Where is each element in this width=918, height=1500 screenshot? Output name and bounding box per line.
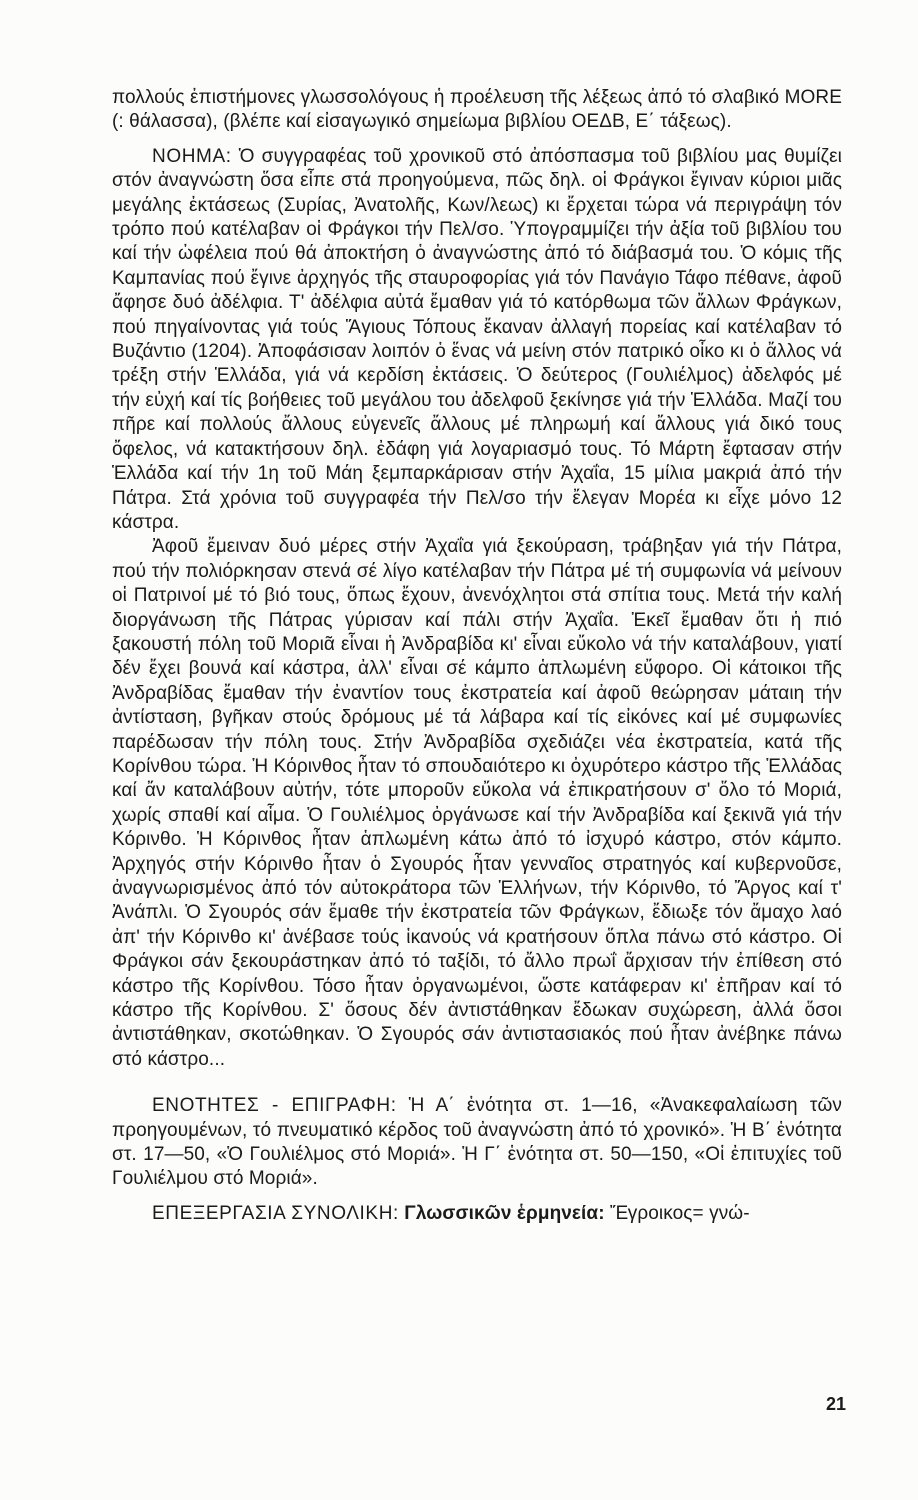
epexergasia-label: ΕΠΕΞΕΡΓΑΣΙΑ ΣΥΝΟΛΙΚΗ: bbox=[152, 1202, 399, 1224]
epexergasia-text: Ἔγροικος= γνώ- bbox=[604, 1202, 750, 1224]
enotites-paragraph bbox=[112, 1094, 842, 1192]
page-number: 21 bbox=[825, 1394, 846, 1414]
spacer bbox=[112, 1072, 842, 1094]
epexergasia-paragraph bbox=[112, 1202, 842, 1226]
noima-text: Ὁ συγγραφέας τοῦ χρονικοῦ στό ἀπόσπασμα τοῦ βιβλίου μας θυμίζει στόν ἀναγνώστη ὅσα εἶπε στά προηγούμενα, πῶς δηλ. οἱ Φράγκοι ἔγιναν κύριοι μιᾶς μεγάλης ἐκτάσεως (Συρίας, Ἀνατολῆς, Κων/λεως) κι ἔρχεται τώρα νά περιγράψη τόν τρόπο πού κατέλαβαν οἱ Φράγκοι τήν Πελ/σο. Ὑπογραμμίζει τήν ἀξία τοῦ βιβλίου του καί τήν ὠφέλεια πού θά ἀποκτήση ὁ ἀναγνώστης ἀπό τό διάβασμά του. Ὁ κόμις τῆς Καμπανίας πού ἔγινε ἀρχηγός τῆς σταυροφορίας γιά τόν Πανάγιο Τάφο πέθανε, ἀφοῦ ἄφησε δυό ἀδέλφια. Τ' ἀδέλφια αὐτά ἔμαθαν γιά τό κατόρθωμα τῶν ἄλλων Φράγκων, πού πηγαίνοντας γιά τούς Ἅγιους Τόπους ἔκαναν ἀλλαγή πορείας καί κατέλαβαν τό Βυζάντιο (1204). Ἀποφάσισαν λοιπόν ὁ ἕνας νά μείνη στόν πατρικό οἶκο κι ὁ ἄλλος νά τρέξη στήν Ἑλλάδα, γιά νά κερδίση ἐκτάσεις. Ὁ δεύτερος (Γουλιέλμος) ἀδελφός μέ τήν εὐχή καί τίς βοήθειες τοῦ μεγάλου του ἀδελφοῦ ξεκίνησε γιά τήν Ἑλλάδα. Μαζί του πῆρε καί πολλούς ἄλλους εὐγενεῖς ἄλλους μέ πληρωμή καί ἄλλους γιά δικό τους ὄφελος, νά κατακτήσουν δηλ. ἐδάφη γιά λογαριασμό τους. Τό Μάρτη ἔφτασαν στήν Ἑλλάδα καί τήν 1η τοῦ Μάη ξεμπαρκάρισαν στήν Ἀχαΐα, 15 μίλια μακριά ἀπό τήν Πάτρα. Στά χρόνια τοῦ συγγραφέα τήν Πελ/σο τήν ἔλεγαν Μορέα κι εἶχε μόνο 12 κάστρα. bbox=[112, 145, 842, 533]
intro-paragraph: πολλούς ἐπιστήμονες γλωσσολόγους ἡ προέλευση τῆς λέξεως ἀπό τό σλαβικό MORE (: θάλασσα), (βλέπε καί εἰσαγωγικό σημείωμα βιβλίου ΟΕΔΒ, Ε΄ τάξεως). bbox=[112, 87, 842, 133]
spacer bbox=[112, 1192, 842, 1202]
glossikon-label: Γλωσσικῶν ἑρμηνεία: bbox=[404, 1202, 605, 1224]
enotites-text: Ἡ Α΄ ἑνότητα στ. 1—16, «Ἀνακεφαλαίωση τῶν προηγουμένων, τό πνευματικό κέρδος τοῦ ἀναγνώστη ἀπό τό χρονικό». Ἡ Β΄ ἑνότητα στ. 17—50, «Ὁ Γουλιέλμος στό Μοριά». Ἡ Γ΄ ἑνότητα στ. 50—150, «Οἱ ἐπιτυχίες τοῦ Γουλιέλμου στό Μοριά». bbox=[112, 1095, 842, 1190]
noima-paragraph bbox=[112, 145, 842, 536]
page-text bbox=[112, 86, 842, 1226]
noima-label: ΝΟΗΜΑ: bbox=[152, 145, 232, 167]
spacer bbox=[112, 135, 842, 145]
second-paragraph: Ἀφοῦ ἔμειναν δυό μέρες στήν Ἀχαΐα γιά ξεκούραση, τράβηξαν γιά τήν Πάτρα, πού τήν πολιόρκησαν στενά σέ λίγο κατέλαβαν τήν Πάτρα μέ τή συμφωνία νά μείνουν οἱ Πατρινοί μέ τό βιό τους, ὅπως ἔχουν, ἀνενόχλητοι στά σπίτια τους. Μετά τήν καλή διοργάνωση τῆς Πάτρας γύρισαν καί πάλι στήν Ἀχαΐα. Ἐκεῖ ἔμαθαν ὅτι ἡ πιό ξακουστή πόλη τοῦ Μοριᾶ εἶναι ἡ Ἀνδραβίδα κι' εἶναι εὔκολο νά τήν καταλάβουν, γιατί δέν ἔχει βουνά καί κάστρα, ἀλλ' εἶναι σέ κάμπο ἁπλωμένη εὔφορο. Οἱ κάτοικοι τῆς Ἀνδραβίδας ἔμαθαν τήν ἐναντίον τους ἐκστρατεία καί ἀφοῦ θεώρησαν μάταιη τήν ἀντίσταση, βγῆκαν στούς δρόμους μέ τά λάβαρα καί τίς εἰκόνες καί μέ συμφωνίες παρέδωσαν τήν πόλη τους. Στήν Ἀνδραβίδα σχεδιάζει νέα ἐκστρατεία, κατά τῆς Κορίνθου τώρα. Ἡ Κόρινθος ἦταν τό σπουδαιότερο κι ὀχυρότερο κάστρο τῆς Ἑλλάδας καί ἄν καταλάβουν αὐτήν, τότε μποροῦν εὔκολα νά ἐπικρατήσουν σ' ὅλο τό Μοριά, χωρίς σπαθί καί αἷμα. Ὁ Γουλιέλμος ὀργάνωσε καί τήν Ἀνδραβίδα καί ξεκινᾶ γιά τήν Κόρινθο. Ἡ Κόρινθος ἦταν ἁπλωμένη κάτω ἀπό τό ἰσχυρό κάστρο, στόν κάμπο. Ἀρχηγός στήν Κόρινθο ἦταν ὁ Σγουρός ἦταν γενναῖος στρατηγός καί κυβερνοῦσε, ἀναγνωρισμένος ἀπό τόν αὐτοκράτορα τῶν Ἑλλήνων, τήν Κόρινθο, τό Ἄργος καί τ' Ἀνάπλι. Ὁ Σγουρός σάν ἔμαθε τήν ἐκστρατεία τῶν Φράγκων, ἔδιωξε τόν ἄμαχο λαό ἀπ' τήν Κόρινθο κι' ἀνέβασε τούς ἱκανούς νά κρατήσουν ὅπλα πάνω στό κάστρο. Οἱ Φράγκοι σάν ξεκουράστηκαν ἀπό τό ταξίδι, τό ἄλλο πρωΐ ἄρχισαν τήν ἐπίθεση στό κάστρο τῆς Κορίνθου. Τόσο ἦταν ὀργανωμένοι, ὥστε κατάφεραν κι' ἐπῆραν καί τό κάστρο τῆς Κορίνθου. Σ' ὅσους δέν ἀντιστάθηκαν ἔδωκαν συχώρεση, ἀλλά ὅσοι ἀντιστάθηκαν, σκοτώθηκαν. Ὁ Σγουρός σάν ἀντιστασιακός πού ἦταν ἀνέβηκε πάνω στό κάστρο... bbox=[112, 536, 842, 1070]
enotites-label: ΕΝΟΤΗΤΕΣ - ΕΠΙΓΡΑΦΗ: bbox=[152, 1095, 397, 1117]
